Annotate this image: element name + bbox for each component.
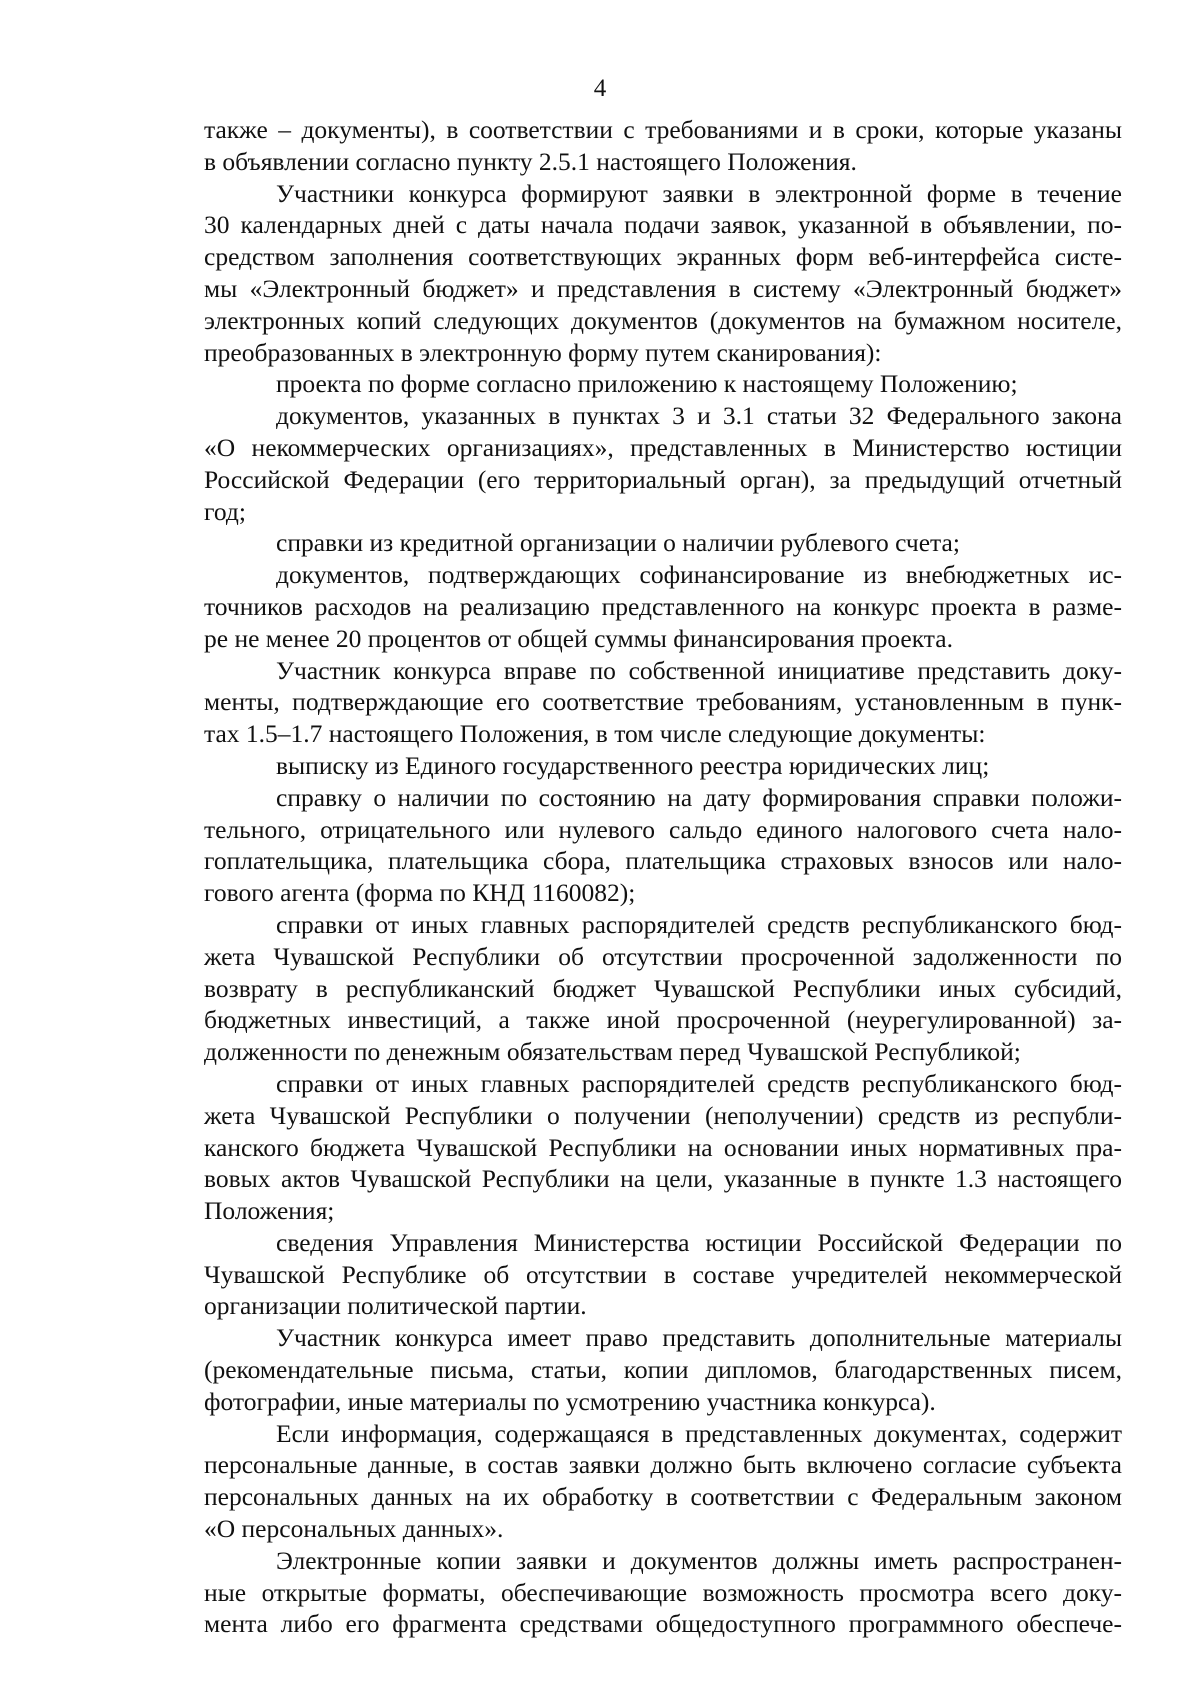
text-line: справки из кредитной организации о наличии рублевого счета; [276, 528, 960, 558]
text-line: возврату в республиканский бюджет Чувашской Республики иных субсидий, [204, 973, 1122, 1003]
text-line: Участники конкурса формируют заявки в электронной форме в течение [276, 178, 1122, 208]
text-line: вовых актов Чувашской Республики на цели, указанные в пункте 1.3 настоящего [204, 1164, 1122, 1194]
text-line: мы «Электронный бюджет» и представления в систему «Электронный бюджет» [204, 273, 1122, 303]
text-line: документов, подтверждающих софинансирование из внебюджетных ис- [276, 560, 1122, 590]
text-line: Российской Федерации (его территориальный орган), за предыдущий отчетный [204, 464, 1122, 494]
text-line: тельного, отрицательного или нулевого сальдо единого налогового счета нало- [204, 814, 1122, 844]
text-line: жета Чувашской Республики об отсутствии просроченной задолженности по [204, 941, 1122, 971]
text-line: средством заполнения соответствующих экранных форм веб-интерфейса систе- [204, 242, 1122, 272]
text-line: Участник конкурса вправе по собственной инициативе представить доку- [276, 655, 1122, 685]
text-line: фотографии, иные материалы по усмотрению участника конкурса). [204, 1386, 936, 1416]
text-line: организации политической партии. [204, 1291, 587, 1321]
text-line: Электронные копии заявки и документов должны иметь распространен- [276, 1545, 1122, 1575]
text-line: тах 1.5–1.7 настоящего Положения, в том числе следующие документы: [204, 719, 986, 749]
text-line: мента либо его фрагмента средствами общедоступного программного обеспече- [204, 1609, 1122, 1639]
text-line: выписку из Единого государственного реестра юридических лиц; [276, 750, 990, 780]
text-line: менты, подтверждающие его соответствие требованиям, установленным в пунк- [204, 687, 1122, 717]
document-body [204, 114, 1122, 1640]
text-line: справки от иных главных распорядителей средств республиканского бюд- [276, 1068, 1122, 1098]
text-line: Если информация, содержащаяся в представленных документах, содержит [276, 1418, 1122, 1448]
text-line: в объявлении согласно пункту 2.5.1 настоящего Положения. [204, 146, 857, 176]
text-line: «О персональных данных». [204, 1514, 504, 1544]
text-line: ные открытые форматы, обеспечивающие возможность просмотра всего доку- [204, 1577, 1122, 1607]
text-line: жета Чувашской Республики о получении (неполучении) средств из республи- [204, 1100, 1122, 1130]
text-line: электронных копий следующих документов (документов на бумажном носителе, [204, 305, 1122, 335]
text-line: гоплательщика, плательщика сбора, плательщика страховых взносов или нало- [204, 846, 1122, 876]
text-line: Чувашской Республике об отсутствии в составе учредителей некоммерческой [204, 1259, 1122, 1289]
text-line: год; [204, 496, 246, 526]
text-line: преобразованных в электронную форму путем сканирования): [204, 337, 882, 367]
text-line: Положения; [204, 1196, 335, 1226]
text-line: канского бюджета Чувашской Республики на основании иных нормативных пра- [204, 1132, 1122, 1162]
text-line: бюджетных инвестиций, а также иной просроченной (неурегулированной) за- [204, 1005, 1122, 1035]
text-line: «О некоммерческих организациях», представленных в Министерство юстиции [204, 432, 1122, 462]
text-line: проекта по форме согласно приложению к настоящему Положению; [276, 369, 1018, 399]
text-line: справки от иных главных распорядителей средств республиканского бюд- [276, 909, 1122, 939]
page-number: 4 [593, 75, 607, 102]
text-line: персональных данных на их обработку в соответствии с Федеральным законом [204, 1482, 1122, 1512]
text-line: (рекомендательные письма, статьи, копии дипломов, благодарственных писем, [204, 1355, 1122, 1385]
text-line: также – документы), в соответствии с требованиями и в сроки, которые указаны [204, 115, 1122, 144]
text-line: гового агента (форма по КНД 1160082); [204, 878, 636, 908]
text-line: Участник конкурса имеет право представить дополнительные материалы [276, 1323, 1122, 1353]
text-line: сведения Управления Министерства юстиции Российской Федерации по [276, 1227, 1122, 1257]
text-line: долженности по денежным обязательствам перед Чувашской Республикой; [204, 1037, 1021, 1067]
text-line: точников расходов на реализацию представленного на конкурс проекта в разме- [204, 591, 1122, 621]
text-line: справку о наличии по состоянию на дату формирования справки положи- [276, 782, 1122, 812]
text-line: персональные данные, в состав заявки должно быть включено согласие субъекта [204, 1450, 1122, 1480]
text-line: документов, указанных в пунктах 3 и 3.1 статьи 32 Федерального закона [276, 401, 1122, 431]
text-line: 30 календарных дней с даты начала подачи заявок, указанной в объявлении, по- [204, 210, 1122, 240]
text-line: ре не менее 20 процентов от общей суммы финансирования проекта. [204, 623, 953, 653]
